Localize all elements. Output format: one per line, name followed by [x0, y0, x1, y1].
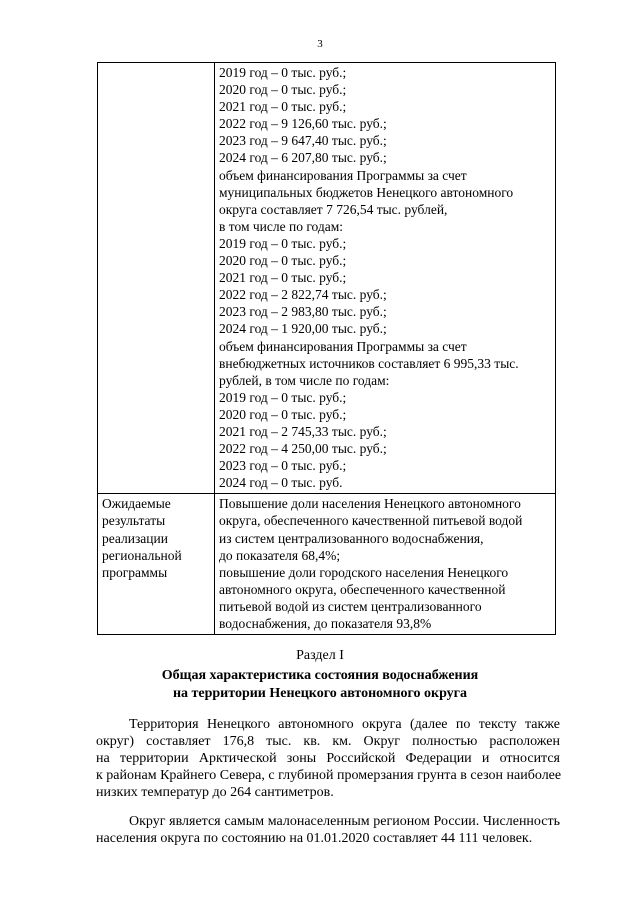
financing-line: 2024 год – 0 тыс. руб. — [219, 475, 343, 491]
financing-cell — [215, 63, 556, 494]
results-label-line: Ожидаемые — [102, 496, 171, 512]
financing-line: 2020 год – 0 тыс. руб.; — [219, 406, 347, 422]
financing-line: 2020 год – 0 тыс. руб.; — [219, 253, 347, 269]
financing-line: 2024 год – 6 207,80 тыс. руб.; — [219, 150, 387, 166]
program-passport-table — [97, 62, 556, 635]
financing-line: 2019 год – 0 тыс. руб.; — [219, 235, 347, 251]
financing-line: 2022 год – 9 126,60 тыс. руб.; — [219, 116, 387, 132]
paragraph-line: Округ является самым малонаселенным регионом России. Численность — [129, 814, 560, 829]
paragraph-line: округ) составляет 176,8 тыс. кв. км. Округ полностью расположен — [96, 734, 560, 749]
paragraph-territory — [96, 716, 560, 801]
page-number: 3 — [317, 38, 323, 50]
results-value-line: водоснабжения, до показателя 93,8% — [219, 616, 432, 631]
results-label-cell — [98, 494, 215, 635]
financing-line: округа составляет 7 726,54 тыс. рублей, — [219, 201, 448, 217]
paragraph-line: к районам Крайнего Севера, с глубиной промерзания грунта в сезон наиболее — [96, 768, 562, 783]
table-cell-empty — [98, 63, 215, 494]
results-label-line: региональной — [102, 547, 182, 563]
financing-line: в том числе по годам: — [219, 218, 344, 234]
financing-line: 2021 год – 2 745,33 тыс. руб.; — [219, 423, 387, 439]
section-heading — [0, 667, 640, 703]
financing-line: 2019 год – 0 тыс. руб.; — [219, 65, 347, 80]
paragraph-line: населения округа по состоянию на 01.01.2020 составляет 44 111 человек. — [96, 831, 533, 846]
financing-line: 2020 год – 0 тыс. руб.; — [219, 82, 347, 98]
section-heading-line: Общая характеристика состояния водоснабжения — [161, 668, 479, 683]
results-value-cell — [215, 494, 556, 635]
results-value-line: округа, обеспеченного качественной питьевой водой — [219, 513, 523, 529]
results-value-line: автономного округа, обеспеченного качественной — [219, 581, 506, 597]
results-value-line: повышение доли городского населения Ненецкого — [219, 564, 509, 580]
results-value-line: Повышение доли населения Ненецкого автономного — [219, 496, 521, 512]
financing-line: 2021 год – 0 тыс. руб.; — [219, 270, 347, 286]
financing-line: 2023 год – 0 тыс. руб.; — [219, 458, 347, 474]
financing-line: 2022 год – 2 822,74 тыс. руб.; — [219, 287, 387, 303]
financing-line: муниципальных бюджетов Ненецкого автономного — [219, 184, 514, 200]
financing-line: 2023 год – 9 647,40 тыс. руб.; — [219, 133, 387, 149]
financing-line: 2023 год – 2 983,80 тыс. руб.; — [219, 304, 387, 320]
financing-line: объем финансирования Программы за счет — [219, 338, 467, 354]
financing-line: 2024 год – 1 920,00 тыс. руб.; — [219, 321, 387, 337]
financing-line: рублей, в том числе по годам: — [219, 372, 390, 388]
financing-line: 2021 год – 0 тыс. руб.; — [219, 99, 347, 115]
paragraph-line: Территория Ненецкого автономного округа (далее по тексту также — [129, 717, 560, 732]
results-value-line: до показателя 68,4%; — [219, 547, 341, 563]
section-heading-line: на территории Ненецкого автономного округа — [172, 686, 468, 701]
table-row-financing — [98, 63, 556, 494]
results-label-line: реализации — [102, 530, 168, 546]
section-label: Раздел I — [296, 648, 344, 663]
results-value-line: питьевой водой из систем централизованного — [219, 598, 482, 614]
paragraph-population — [96, 813, 560, 847]
results-label-line: программы — [102, 564, 168, 580]
financing-line: объем финансирования Программы за счет — [219, 167, 467, 183]
results-label-line: результаты — [102, 513, 166, 529]
results-value-line: из систем централизованного водоснабжения, — [219, 530, 484, 546]
financing-line: 2019 год – 0 тыс. руб.; — [219, 389, 347, 405]
financing-line: 2022 год – 4 250,00 тыс. руб.; — [219, 441, 387, 457]
financing-line: внебюджетных источников составляет 6 995,33 тыс. — [219, 355, 519, 371]
paragraph-line: низких температур до 264 сантиметров. — [96, 785, 334, 800]
paragraph-line: на территории Арктической зоны Российской Федерации и относится — [96, 751, 560, 766]
table-row-results — [98, 494, 556, 635]
